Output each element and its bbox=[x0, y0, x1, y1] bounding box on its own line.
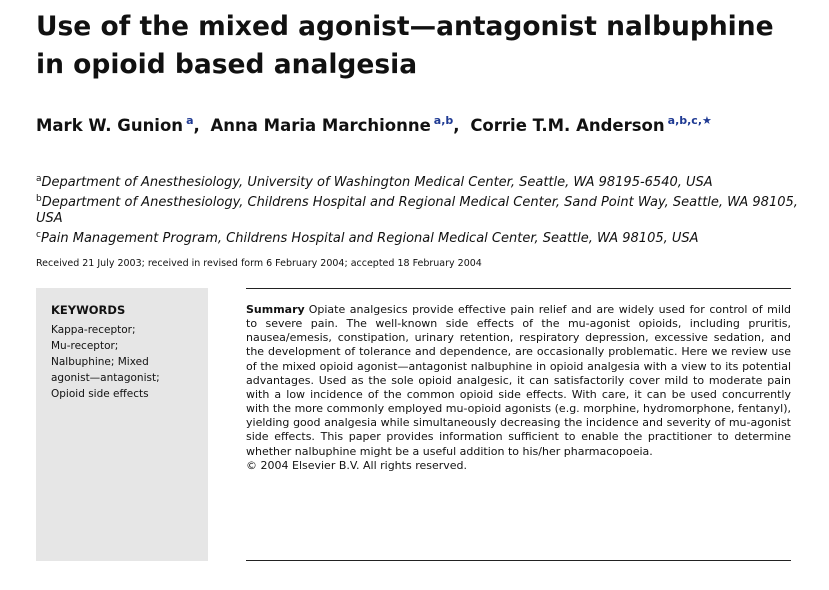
received-dates: Received 21 July 2003; received in revised form 6 February 2004; accepted 18 February 2004 bbox=[36, 258, 482, 269]
summary-top-rule bbox=[246, 288, 791, 289]
author-list bbox=[36, 114, 717, 135]
author-name: Anna Maria Marchionne bbox=[210, 116, 431, 135]
author-affiliation-mark[interactable]: a,b,c,★ bbox=[667, 114, 712, 127]
affiliation-list bbox=[36, 171, 826, 247]
abstract-summary bbox=[246, 303, 791, 473]
article-title: Use of the mixed agonist—antagonist nalbuphine in opioid based analgesia bbox=[36, 11, 774, 80]
keyword-line: Opioid side effects bbox=[51, 388, 149, 400]
author-affiliation-mark[interactable]: a,b bbox=[433, 114, 454, 127]
keyword-line: Mu-receptor; bbox=[51, 340, 119, 352]
affiliation-text: Pain Management Program, Childrens Hospital and Regional Medical Center, Seattle, WA 98105, USA bbox=[40, 231, 699, 246]
author-name: Mark W. Gunion bbox=[36, 116, 184, 135]
affiliation-mark: c bbox=[36, 230, 41, 240]
author-separator: , bbox=[453, 116, 460, 135]
author-name: Corrie T.M. Anderson bbox=[470, 116, 665, 135]
summary-text: Opiate analgesics provide effective pain relief and are widely used for control of mild to severe pain. The well-known side effects of the mu-agonist opioids, including pruritis, nausea/emesis, constipation, urinary retention, respiratory depression, excessive sedation, and the development of tolerance and dependence, are occasionally problematic. Here we review use of the mixed opioid agonist—antagonist nalbuphine in opioid analgesia with a view to its potential advantages. Used as the sole opioid analgesic, it can satisfactorily cover mild to moderate pain with a low incidence of the common opioid side effects. With care, it can be used concurrently with the more commonly employed mu-opioid agonists (e.g. morphine, hydromorphone, fentanyl), yielding good analgesia while simultaneously decreasing the incidence and severity of mu-agonist side effects. This paper provides information sufficient to enable the practitioner to determine whether nalbuphine might be a useful addition to his/her pharmacopoeia. bbox=[246, 303, 791, 458]
affiliation bbox=[36, 227, 826, 247]
affiliation-text: Department of Anesthesiology, University of Washington Medical Center, Seattle, WA 98195-6540, USA bbox=[41, 175, 713, 190]
affiliation bbox=[36, 171, 826, 191]
summary-lead: Summary bbox=[246, 303, 305, 316]
copyright-notice: © 2004 Elsevier B.V. All rights reserved. bbox=[246, 458, 468, 472]
author-affiliation-mark[interactable]: a bbox=[186, 114, 194, 127]
affiliation-mark: b bbox=[36, 194, 42, 204]
keywords-list bbox=[51, 322, 194, 402]
summary-bottom-rule bbox=[246, 560, 791, 561]
keywords-heading: KEYWORDS bbox=[51, 303, 126, 317]
author-separator: , bbox=[193, 116, 200, 135]
keyword-line: Nalbuphine; Mixed bbox=[51, 356, 149, 368]
keywords-box bbox=[36, 288, 208, 561]
affiliation-mark: a bbox=[36, 174, 42, 184]
keyword-line: Kappa-receptor; bbox=[51, 324, 136, 336]
keyword-line: agonist—antagonist; bbox=[51, 372, 160, 384]
affiliation-text: Department of Anesthesiology, Childrens Hospital and Regional Medical Center, Sand Point Way, Seattle, WA 98105, USA bbox=[36, 195, 798, 226]
affiliation bbox=[36, 191, 826, 227]
